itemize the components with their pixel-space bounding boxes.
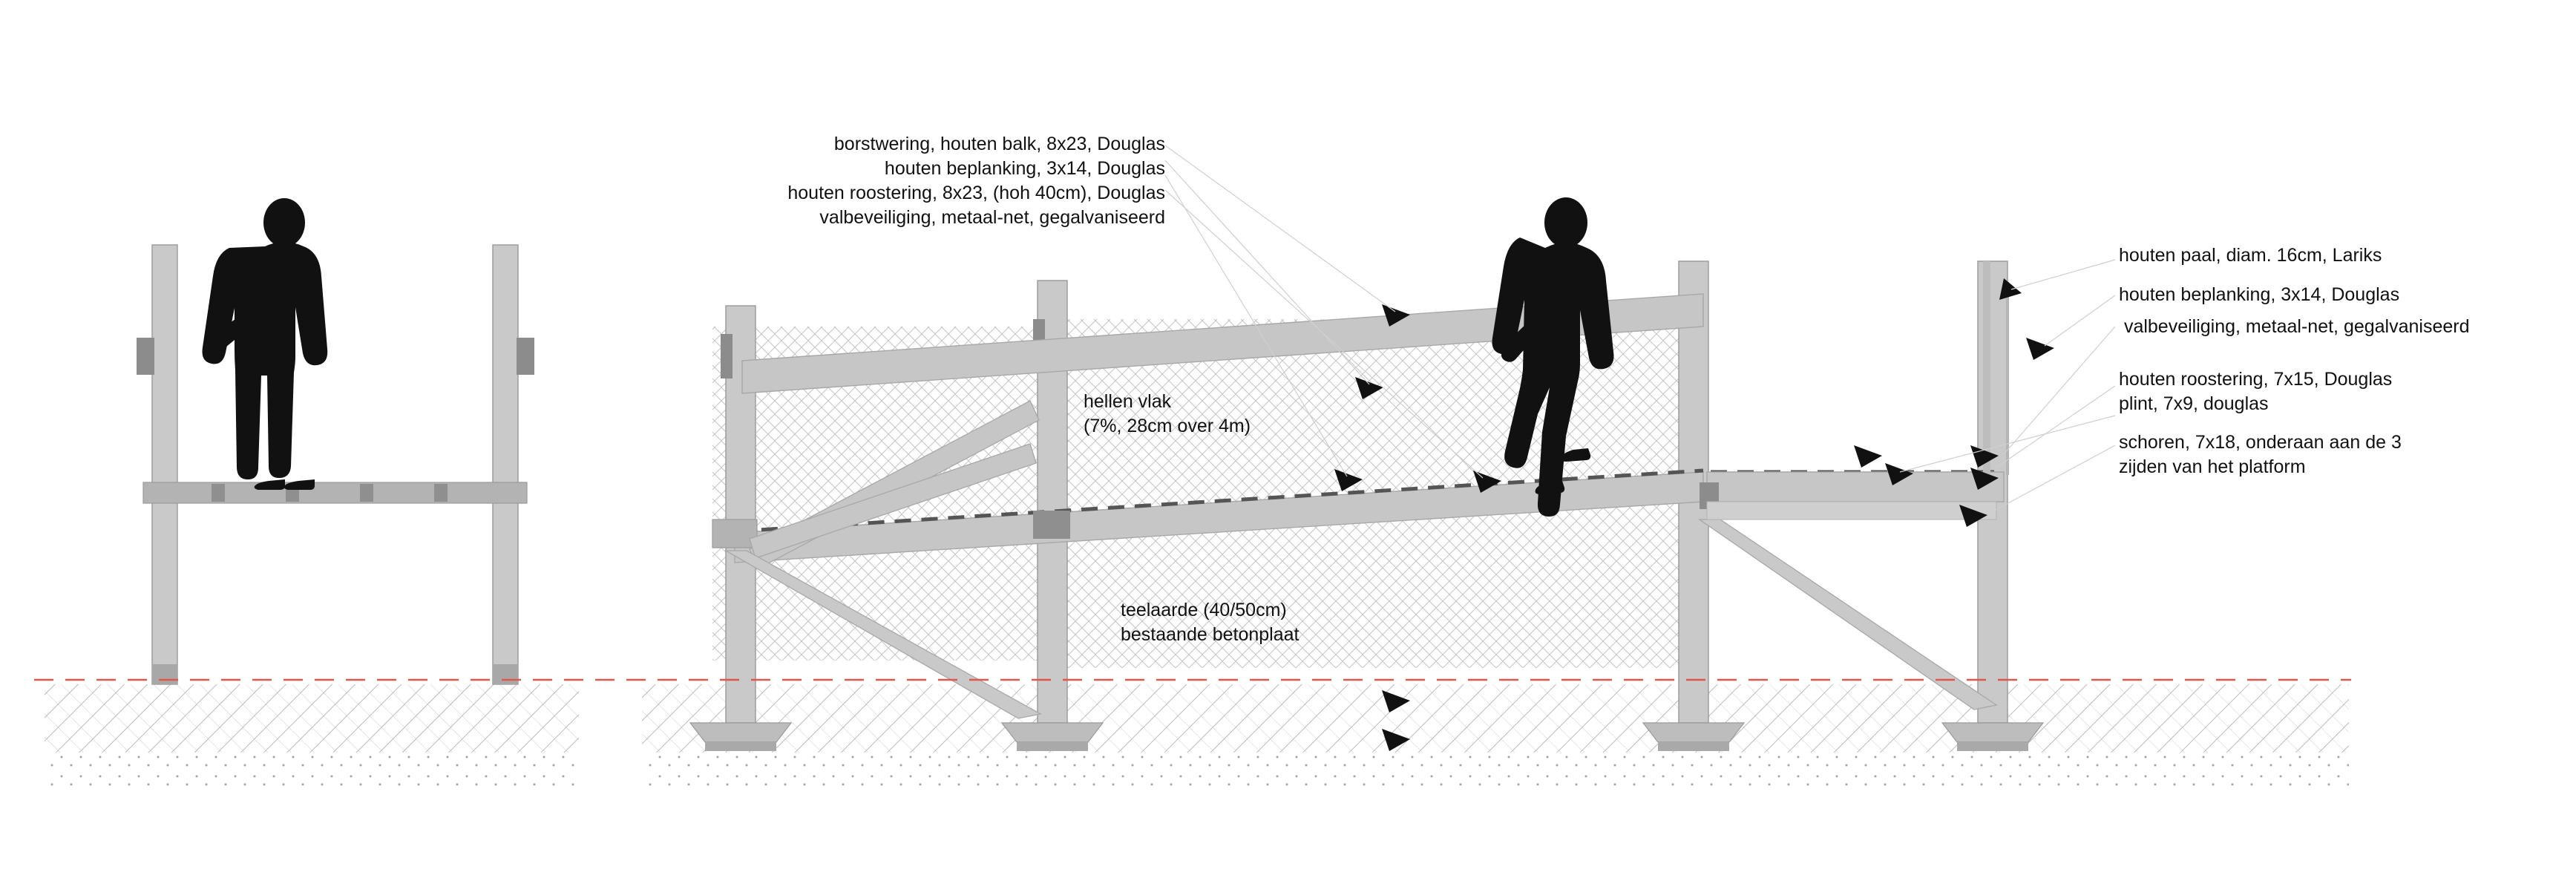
joist <box>360 484 373 502</box>
railing-post <box>1983 261 1990 476</box>
joist <box>1033 511 1070 539</box>
annotation-plint: plint, 7x9, douglas <box>2119 393 2269 414</box>
footing <box>1002 723 1103 751</box>
footing <box>690 723 791 751</box>
annotation-hellend-vlak-line1: hellen vlak <box>1084 391 1172 412</box>
joist <box>434 484 448 502</box>
annotation-teelaarde: teelaarde (40/50cm) <box>1121 600 1287 620</box>
post <box>493 245 518 684</box>
person-left-silhouette <box>203 198 328 490</box>
annotation-valbeveiliging-right: valbeveiliging, metaal-net, gegalvaniseerd <box>2119 316 2470 337</box>
annotation-borstwering: borstwering, houten balk, 8x23, Douglas <box>833 134 1165 154</box>
annotation-betonplaat: bestaande betonplaat <box>1121 624 1300 645</box>
annotation-schoren-line1: schoren, 7x18, onderaan aan de 3 <box>2119 432 2402 453</box>
post-base <box>152 664 177 684</box>
railing-bracket <box>517 338 534 375</box>
flat-deck-beam <box>1707 472 2004 502</box>
brace <box>1700 520 1996 709</box>
annotation-roostering-right: houten roostering, 7x15, Douglas <box>2119 369 2393 390</box>
left-elevation <box>45 198 579 787</box>
deck-edge-beam <box>712 520 757 548</box>
post-base <box>493 664 518 684</box>
post <box>152 245 177 684</box>
annotation-roostering-top: houten roostering, 8x23, (hoh 40cm), Douglas <box>787 183 1165 203</box>
left-ground <box>45 684 579 787</box>
annotation-beplanking-right: houten beplanking, 3x14, Douglas <box>2119 284 2400 305</box>
annotation-schoren-line2: zijden van het platform <box>2119 456 2306 477</box>
post-collar <box>721 334 733 378</box>
footing <box>1942 723 2043 751</box>
footing <box>1643 723 1744 751</box>
leader-arrow <box>1854 445 1882 468</box>
plinth <box>1707 502 1996 520</box>
annotation-hellend-vlak-line2: (7%, 28cm over 4m) <box>1084 416 1251 436</box>
annotation-houten-paal: houten paal, diam. 16cm, Lariks <box>2119 245 2382 266</box>
deck-beam <box>143 482 527 503</box>
annotation-beplanking-top: houten beplanking, 3x14, Douglas <box>884 158 1165 179</box>
annotation-valbeveiliging-top: valbeveiliging, metaal-net, gegalvaniseerd <box>819 207 1165 228</box>
joist <box>212 484 225 502</box>
railing-bracket <box>137 338 154 375</box>
main-ground <box>642 684 2349 787</box>
leader-arrow <box>2026 338 2054 360</box>
